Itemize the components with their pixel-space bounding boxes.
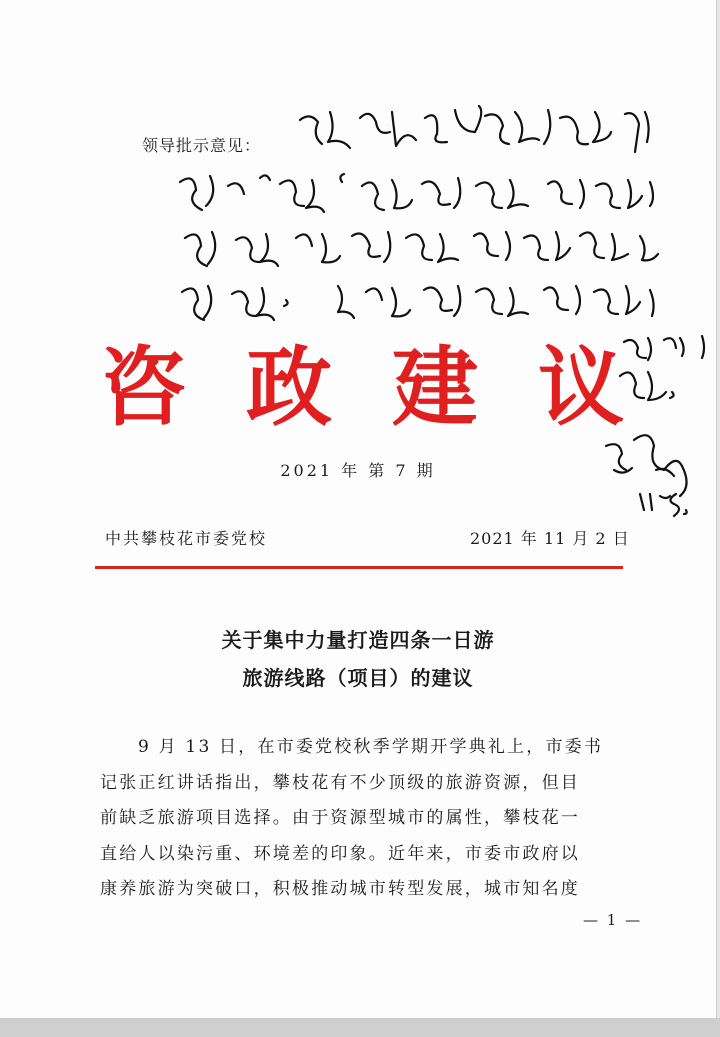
body-line: 直给人以染污重、环境差的印象。近年来，市委市政府以 <box>100 843 580 864</box>
body-line: 记张正红讲话指出，攀枝花有不少顶级的旅游资源，但目 <box>100 772 580 793</box>
issuer-name: 中共攀枝花市委党校 <box>105 529 268 548</box>
document-title-line-1: 关于集中力量打造四条一日游 <box>221 628 495 652</box>
body-line: 康养旅游为突破口，积极推动城市转型发展，城市知名度 <box>100 879 580 899</box>
red-divider <box>95 566 623 569</box>
document-title-line-2: 旅游线路（项目）的建议 <box>242 666 474 690</box>
issue-number: 2021 年 第 7 期 <box>280 461 436 480</box>
viewer-bottom-strip <box>0 1018 720 1037</box>
masthead-title: 咨政建议 <box>100 338 684 438</box>
leader-instruction-label: 领导批示意见： <box>142 136 262 155</box>
body-paragraph <box>100 730 640 908</box>
page-number: — 1 — <box>583 911 643 929</box>
issue-date: 2021 年 11 月 2 日 <box>470 529 630 548</box>
body-line: 前缺乏旅游项目选择。由于资源型城市的属性，攀枝花一 <box>100 808 580 828</box>
body-line: 9 月 13 日，在市委党校秋季学期开学典礼上，市委书 <box>138 737 604 757</box>
